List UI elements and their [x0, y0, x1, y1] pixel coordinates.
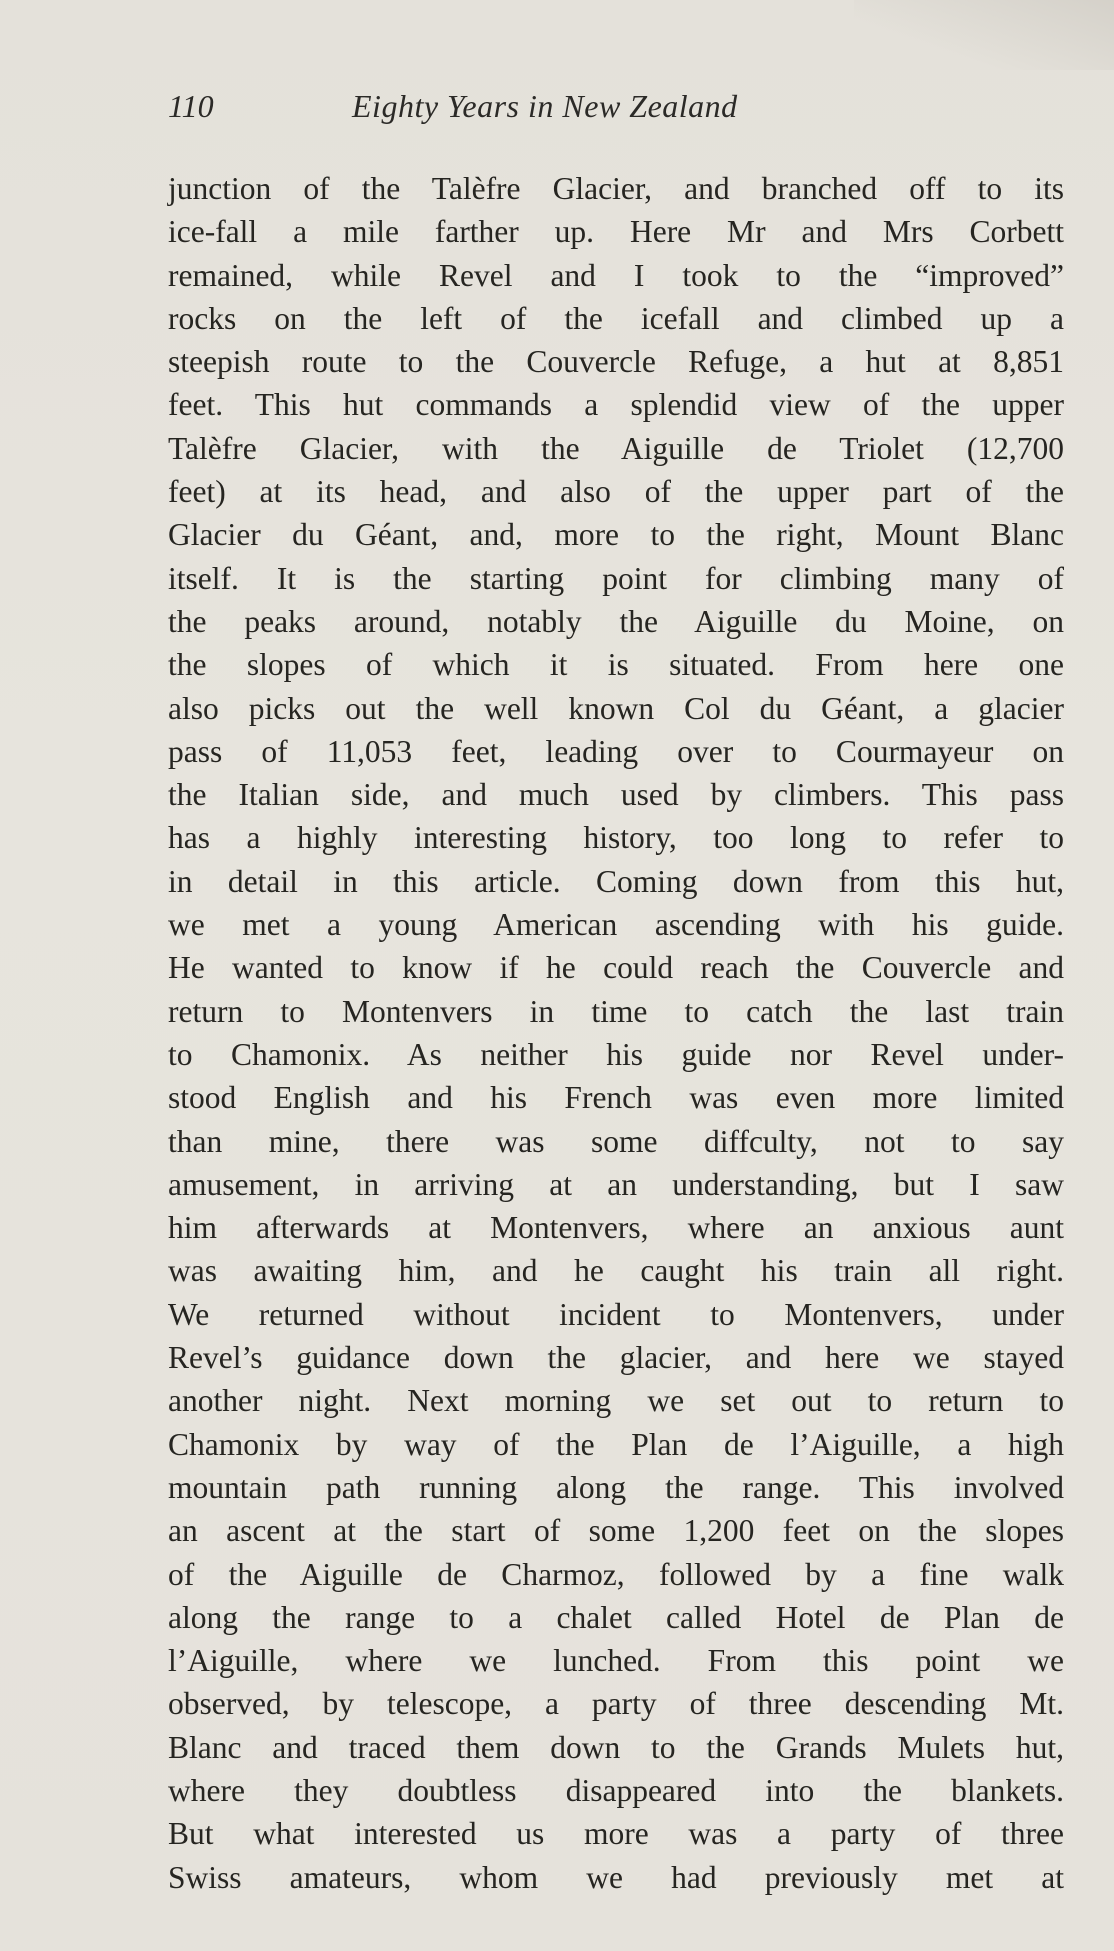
text-line: We returned without incident to Montenvers, under — [168, 1296, 1064, 1332]
text-line: l’Aiguille, where we lunched. From this point we — [168, 1643, 1064, 1679]
text-line: has a highly interesting history, too long to refer to — [168, 820, 1064, 856]
text-line: Glacier du Géant, and, more to the right, Mount Blanc — [168, 517, 1064, 553]
text-line: to Chamonix. As neither his guide nor Revel under- — [168, 1036, 1064, 1072]
page-number: 110 — [168, 88, 214, 124]
page-corner-shading — [854, 0, 1114, 70]
text-line: Blanc and traced them down to the Grands Mulets hut, — [168, 1729, 1064, 1765]
text-line: Revel’s guidance down the glacier, and here we stayed — [168, 1340, 1064, 1376]
text-line: steepish route to the Couvercle Refuge, a hut at 8,851 — [168, 344, 1064, 380]
text-line: But what interested us more was a party of three — [168, 1816, 1064, 1852]
text-line: observed, by telescope, a party of three descending Mt. — [168, 1686, 1064, 1722]
text-line: also picks out the well known Col du Géant, a glacier — [168, 690, 1064, 726]
text-line: the slopes of which it is situated. From here one — [168, 647, 1064, 683]
text-line: mountain path running along the range. This involved — [168, 1469, 1064, 1505]
text-line: stood English and his French was even more limited — [168, 1080, 1064, 1116]
text-line: him afterwards at Montenvers, where an anxious aunt — [168, 1210, 1064, 1246]
text-line: the peaks around, notably the Aiguille du Moine, on — [168, 603, 1064, 639]
text-line: than mine, there was some diffculty, not to say — [168, 1123, 1064, 1159]
text-line: ice-fall a mile farther up. Here Mr and Mrs Corbett — [168, 214, 1064, 250]
text-line: Chamonix by way of the Plan de l’Aiguille, a high — [168, 1426, 1064, 1462]
text-line: return to Montenvers in time to catch the last train — [168, 993, 1064, 1029]
text-line: an ascent at the start of some 1,200 feet on the slopes — [168, 1513, 1064, 1549]
body-text — [168, 167, 1064, 1899]
text-line: feet. This hut commands a splendid view of the upper — [168, 387, 1064, 423]
text-line: itself. It is the starting point for climbing many of — [168, 560, 1064, 596]
text-line: where they doubtless disappeared into the blankets. — [168, 1772, 1064, 1808]
text-line: another night. Next morning we set out to return to — [168, 1383, 1064, 1419]
text-line: pass of 11,053 feet, leading over to Courmayeur on — [168, 733, 1064, 769]
text-line: of the Aiguille de Charmoz, followed by a fine walk — [168, 1556, 1064, 1592]
text-line: remained, while Revel and I took to the “improved” — [168, 257, 1064, 293]
text-line: Talèfre Glacier, with the Aiguille de Triolet (12,700 — [168, 430, 1064, 466]
text-line: in detail in this article. Coming down from this hut, — [168, 863, 1064, 899]
text-line: was awaiting him, and he caught his train all right. — [168, 1253, 1064, 1289]
text-line: feet) at its head, and also of the upper part of the — [168, 474, 1064, 510]
text-line: junction of the Talèfre Glacier, and branched off to its — [168, 171, 1064, 206]
text-line: we met a young American ascending with his guide. — [168, 907, 1064, 943]
page-header — [168, 88, 868, 134]
text-line: the Italian side, and much used by climbers. This pass — [168, 777, 1064, 813]
text-line: amusement, in arriving at an understanding, but I saw — [168, 1166, 1064, 1202]
text-line: He wanted to know if he could reach the Couvercle and — [168, 950, 1064, 986]
text-line: Swiss amateurs, whom we had previously met at — [168, 1859, 1064, 1895]
running-title: Eighty Years in New Zealand — [352, 88, 738, 124]
text-line: rocks on the left of the icefall and climbed up a — [168, 300, 1064, 336]
text-line: along the range to a chalet called Hotel de Plan de — [168, 1599, 1064, 1635]
